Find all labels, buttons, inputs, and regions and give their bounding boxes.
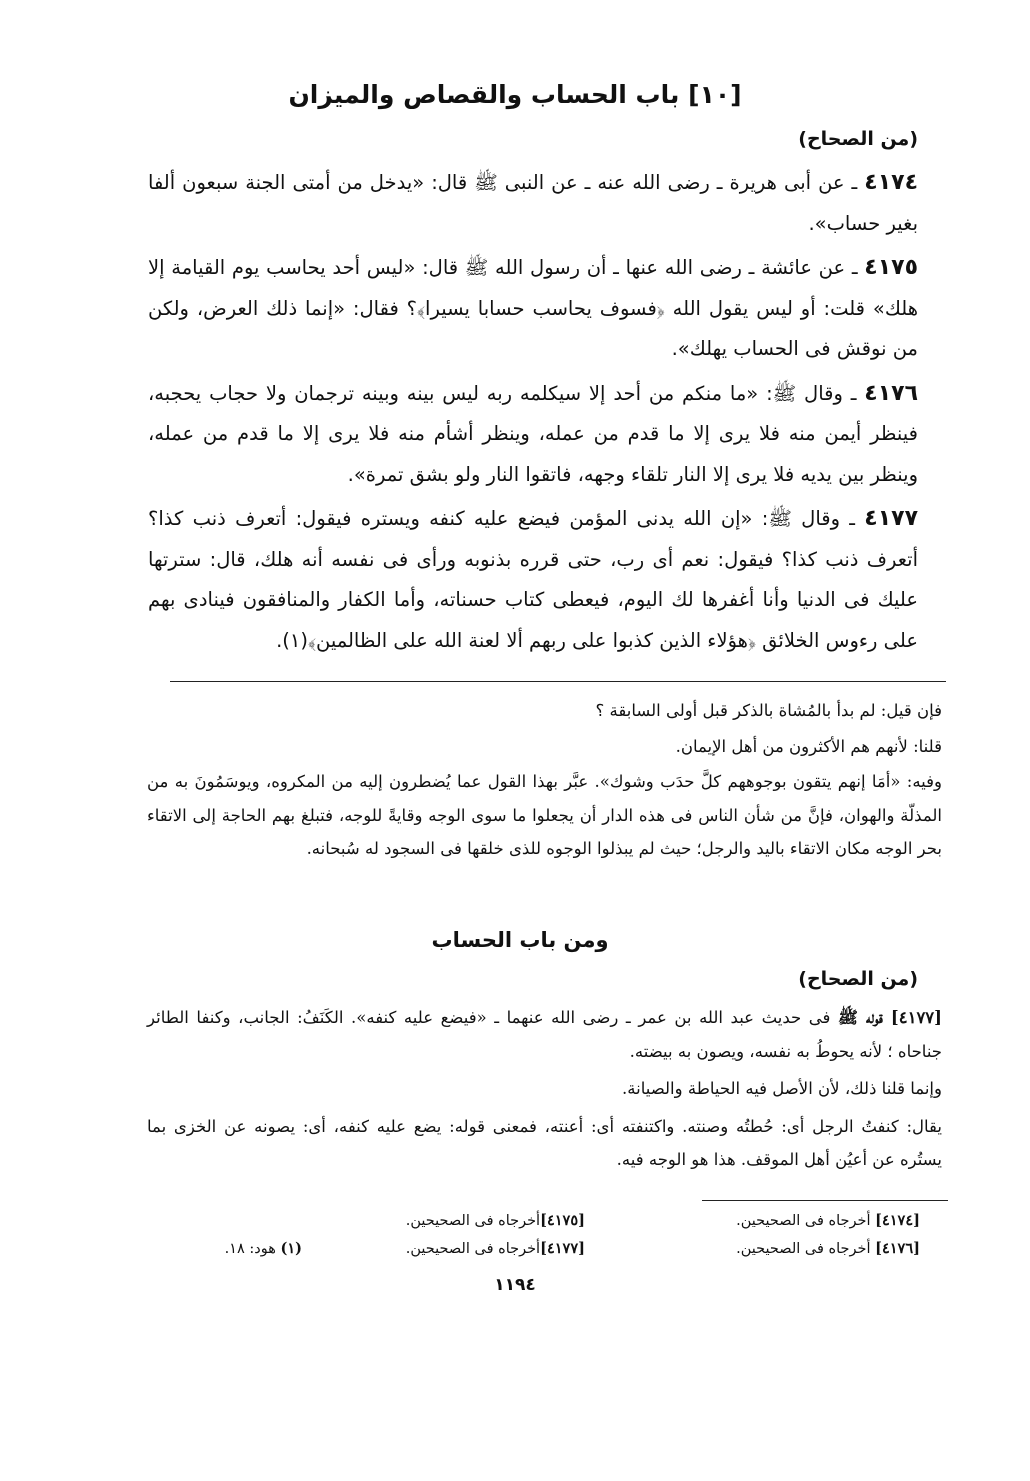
page-number: ١١٩٤ <box>494 1275 536 1295</box>
sub-section-title: ومن باب الحساب <box>431 928 609 952</box>
sub-section-label: (من الصحاح) <box>798 968 918 990</box>
commentary-paragraph: وإنما قلنا ذلك، لأن الأصل فيه الحياطة والصيانة. <box>622 1079 942 1098</box>
hadith-number: ٤١٧٦ <box>864 380 918 406</box>
footnote-4175: [٤١٧٥]أخرجاه فى الصحيحين. <box>405 1212 585 1229</box>
footnote-quran: (١) هود: ١٨. <box>224 1240 302 1257</box>
footnote-4174: [٤١٧٤] أخرجاه فى الصحيحين. <box>736 1212 920 1229</box>
hadith-text: ـ عن عائشة ـ رضى الله عنها ـ أن رسول الله ﷺ قال: «ليس أحد يحاسب يوم القيامة إلا هلك» قلت: أو ليس يقول الله ﴿فسوف يحاسب حسابا يسيرا﴾؟ فقال: «إنما ذلك العرض، ولكن من نوقش فى الحساب يهلك». <box>148 256 918 360</box>
commentary-block-2 <box>147 1001 942 1177</box>
section-divider <box>170 681 946 682</box>
hadith-list <box>148 163 918 661</box>
hadith-number: ٤١٧٧ <box>864 506 918 531</box>
commentary-paragraph: قلنا: لأنهم هم الأكثرون من أهل الإيمان. <box>675 736 942 756</box>
footnote-divider <box>702 1200 948 1201</box>
chapter-title: [١٠] باب الحساب والقصاص والميزان <box>288 80 742 109</box>
commentary-block <box>147 694 942 866</box>
hadith-4177 <box>148 499 918 661</box>
hadith-number: ٤١٧٥ <box>864 255 918 280</box>
commentary-paragraph: يقال: كنفتُ الرجل أى: حُطتُه وصنته. واكتنفته أى: أعنته، فمعنى قوله: يضع عليه كنفه، أى: يصونه عن الخزى بما يستُره عن أعيُن أهل الموقف. هذا هو الوجه فيه. <box>147 1116 942 1169</box>
hadith-text: ـ وقال ﷺ: «ما منكم من أحد إلا سيكلمه ربه ليس بينه وبينه ترجمان ولا حجاب يحجبه، فينظر أيمن منه فلا يرى إلا ما قدم من عمله، وينظر أشأم منه فلا يرى إلا ما قدم من عمله، وينظر بين يديه فلا يرى إلا النار تلقاء وجهه، فاتقوا النار ولو بشق تمرة». <box>148 381 918 486</box>
section-label: (من الصحاح) <box>798 128 918 150</box>
hadith-4174 <box>148 163 918 244</box>
commentary-lead: [٤١٧٧] قوله ﷺ <box>837 1008 942 1027</box>
hadith-text: ـ عن أبى هريرة ـ رضى الله عنه ـ عن النبى ﷺ قال: «يدخل من أمتى الجنة سبعون ألفا بغير حساب». <box>148 171 918 235</box>
hadith-number: ٤١٧٤ <box>864 170 918 195</box>
commentary-paragraph: [٤١٧٧] قوله ﷺ فى حديث عبد الله بن عمر ـ رضى الله عنهما ـ «فيضع عليه كنفه». الكَنَفُ: الجانب، وكنفا الطائر جناحاه ؛ لأنه يحوطُ به نفسه، ويصون به بيضته. <box>147 1008 942 1061</box>
commentary-paragraph: فإن قيل: لم بدأ بالمُشاة بالذكر قبل أولى السابقة ؟ <box>595 701 942 720</box>
commentary-paragraph: وفيه: «أمَا إنهم يتقون بوجوههم كلَّ حدَب وشوك». عبَّر بهذا القول عما يُضطرون إليه من المكروه، ويوسَمُونَ به من المذلّة والهوان، فإنَّ من شأن الناس فى هذه الدار أن يجعلوا ما سوى الوجه وقايةً للوجه، فتبلغ بهم الحاجة إلى الاتقاء بحر الوجه مكان الاتقاء باليد والرجل؛ حيث لم يبذلوا الوجوه للذى خلقها فى السجود له سُبحانه. <box>147 772 942 858</box>
hadith-text: ـ وقال ﷺ: «إن الله يدنى المؤمن فيضع عليه كنفه ويستره فيقول: أتعرف ذنب كذا؟ أتعرف ذنب كذا؟ فيقول: نعم أى رب، حتى قرره بذنوبه ورأى فى نفسه أنه هلك، قال: سترتها عليك فى الدنيا وأنا أغفرها لك اليوم، فيعطى كتاب حسناته، وأما الكفار والمنافقون فينادى بهم على رءوس الخلائق ﴿هؤلاء الذين كذبوا على ربهم ألا لعنة الله على الظالمين﴾(١). <box>148 507 918 652</box>
footnote-4176: [٤١٧٦] أخرجاه فى الصحيحين. <box>736 1240 920 1257</box>
footnote-4177: [٤١٧٧]أخرجاه فى الصحيحين. <box>405 1240 585 1257</box>
hadith-4176 <box>148 374 918 496</box>
hadith-4175 <box>148 248 918 370</box>
